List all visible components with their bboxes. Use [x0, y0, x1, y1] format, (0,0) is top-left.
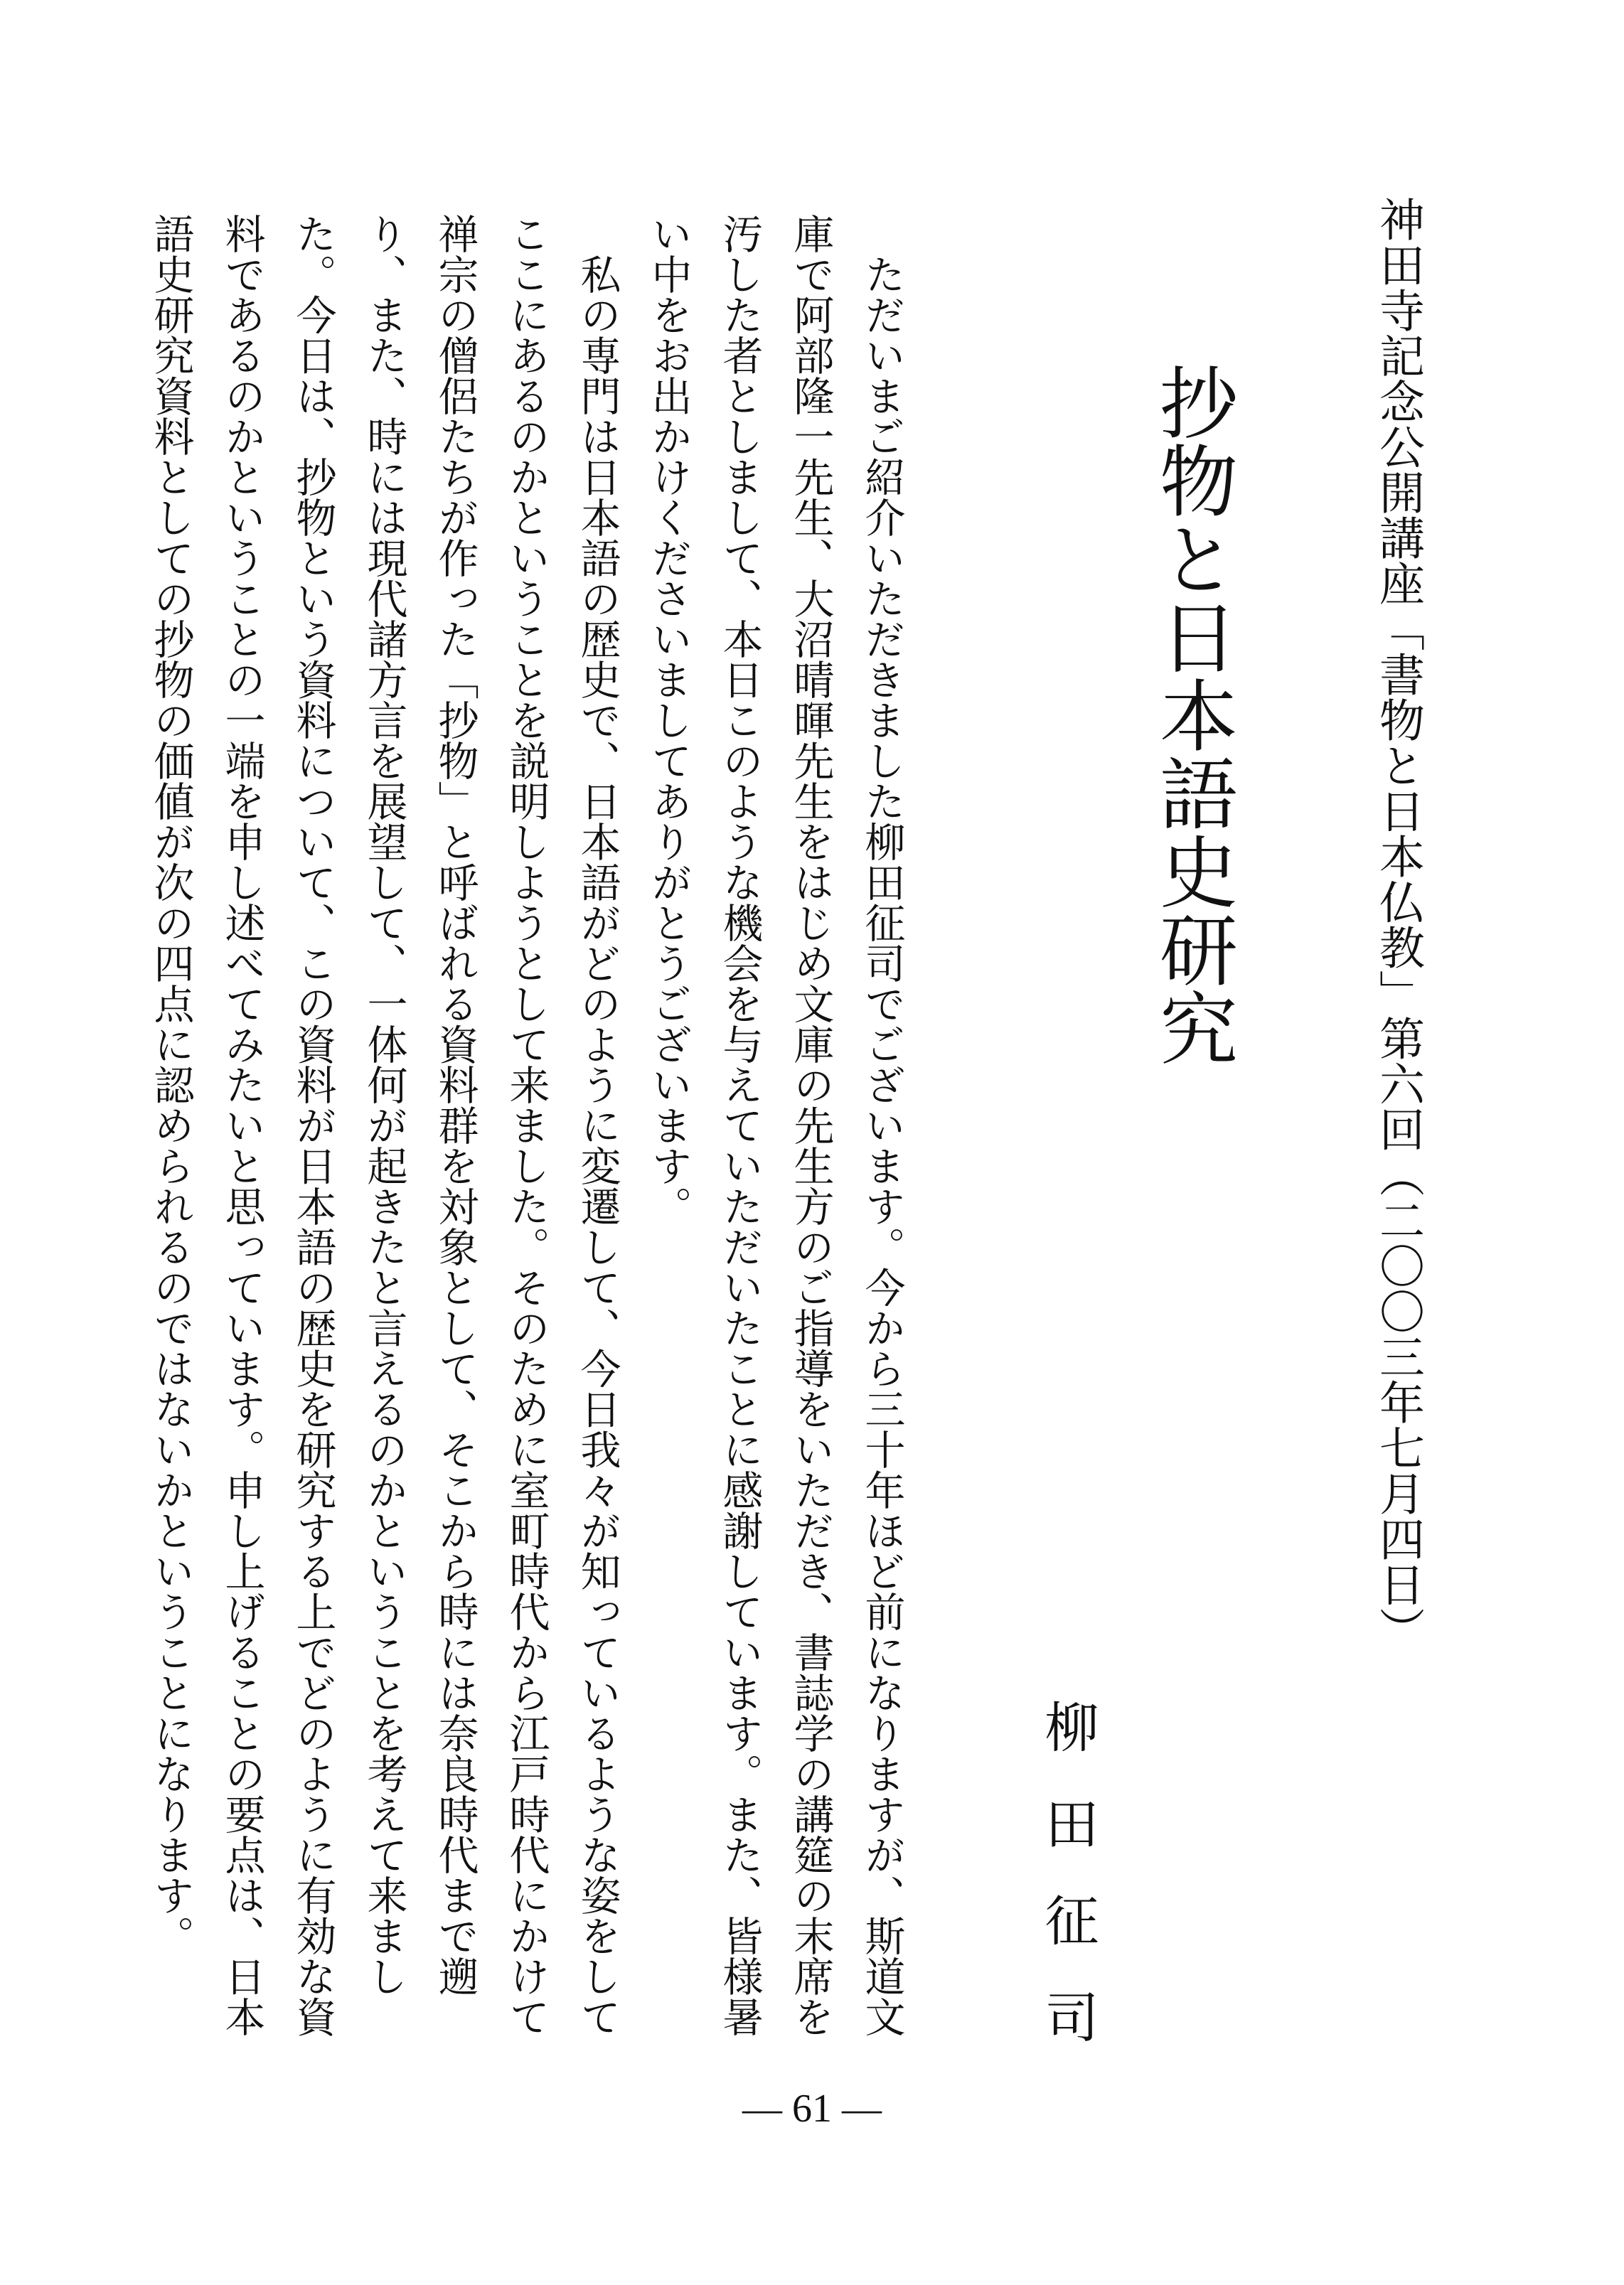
- paragraph: ただいまご紹介いただきました柳田征司でございます。今から三十年ほど前になりますが、斯道文庫で阿部隆一先生、大沼晴暉先生をはじめ文庫の先生方のご指導をいただき、書誌学の講筵の末席を汚した者としまして、本日このような機会を与えていただいたことに感謝しています。また、皆様暑い中をお出かけくださいましてありがとうございます。: [645, 213, 905, 2037]
- paragraph: 私の専門は日本語の歴史で、日本語がどのように変遷して、今日我々が知っているような姿をしてここにあるのかということを説明しようとして来ました。そのために室町時代から江戸時代にかけて禅宗の僧侶たちが作った「抄物」と呼ばれる資料群を対象として、そこから時には奈良時代まで遡り、また、時には現代諸方言を展望して、一体何が起きたと言えるのかということを考えて来ました。今日は、抄物という資料について、この資料が日本語の歴史を研究する上でどのように有効な資料であるのかということの一端を申し述べてみたいと思っています。申し上げることの要点は、日本語史研究資料としての抄物の価値が次の四点に認められるのではないかということになります。: [147, 213, 621, 2037]
- author-name: 柳田征司: [1036, 1699, 1099, 2086]
- series-heading: 神田寺記念公開講座「書物と日本仏教」第六回（二〇〇三年七月四日）: [1372, 196, 1424, 1652]
- page-number: — 61 —: [742, 2087, 882, 2131]
- body-text: [0, 213, 917, 2076]
- article-title: 抄物と日本語史研究: [1147, 363, 1238, 1066]
